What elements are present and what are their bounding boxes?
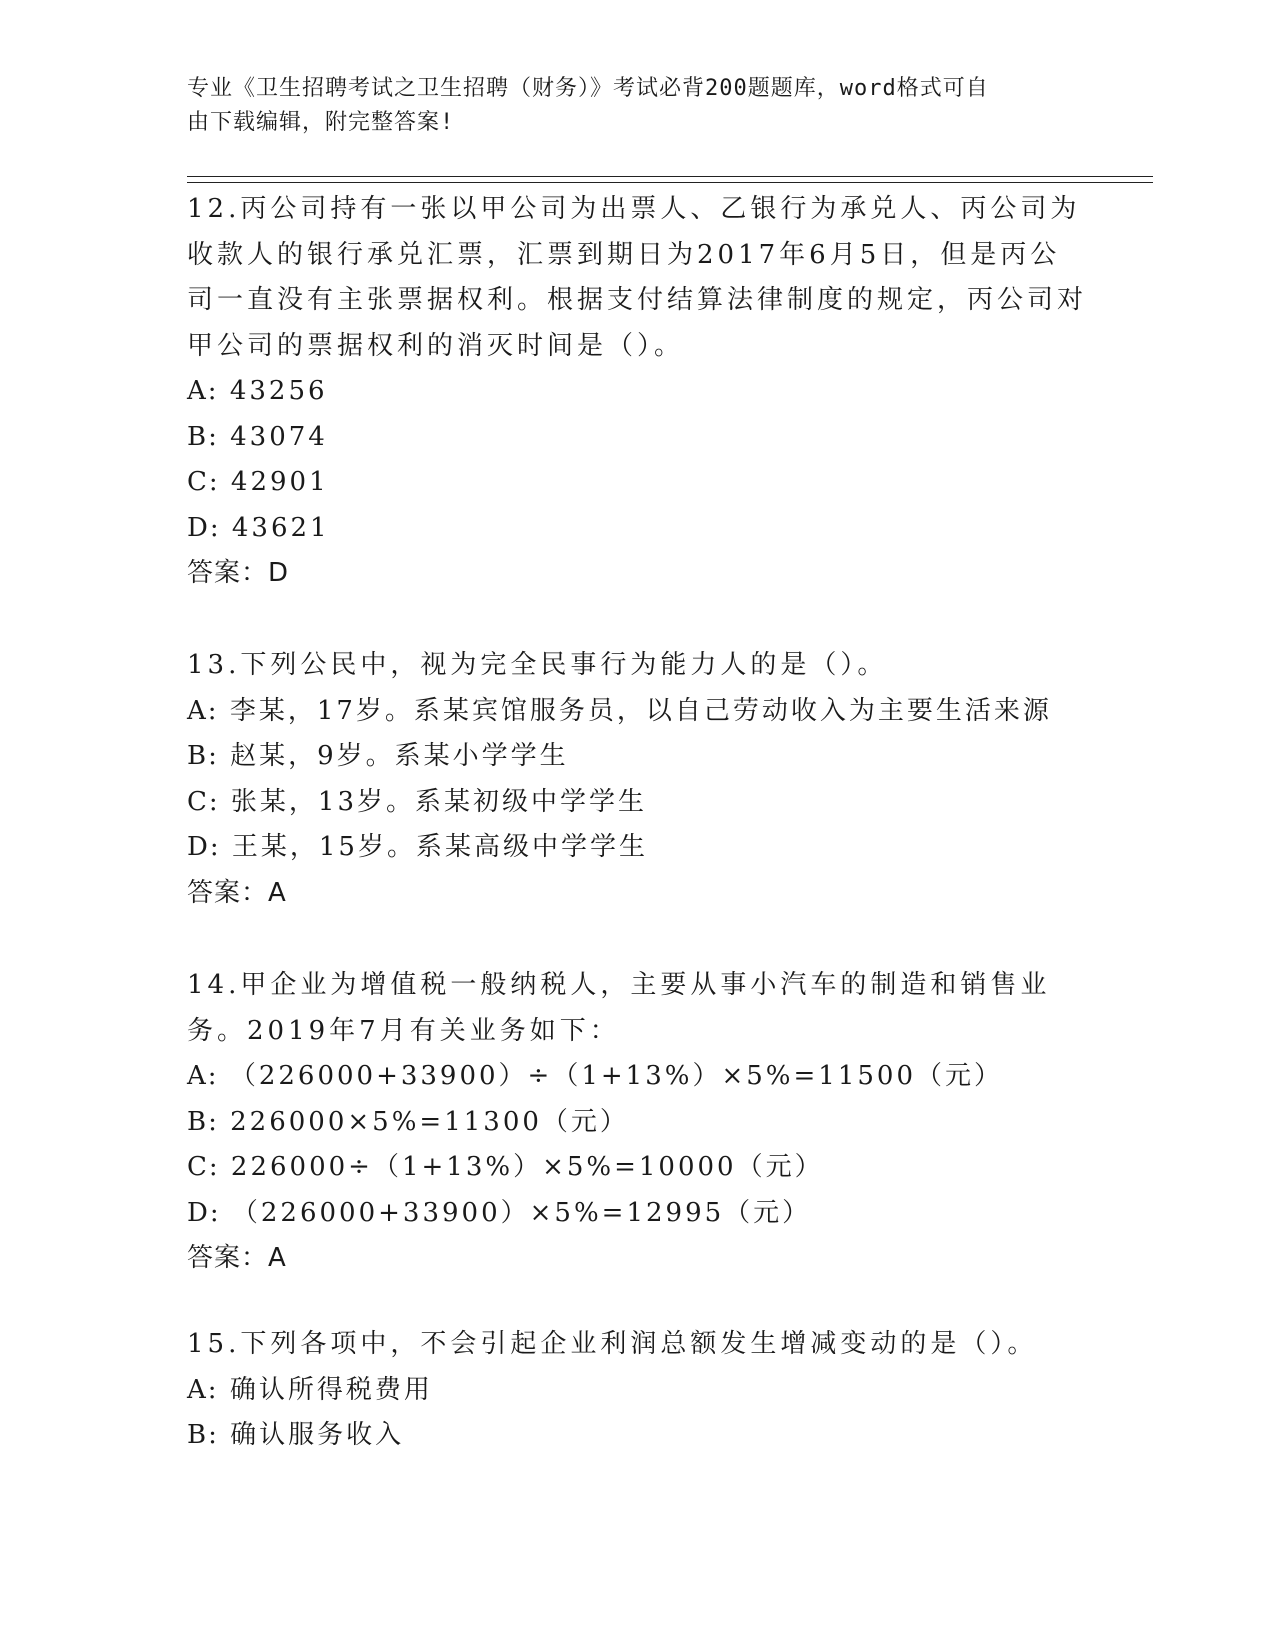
question-stem: 13.下列公民中，视为完全民事行为能力人的是（）。	[187, 650, 888, 680]
option-key: A:	[187, 695, 219, 726]
question-15	[187, 1322, 1087, 1459]
option-text: 张某，13岁。系某初级中学学生	[230, 786, 648, 817]
option-text: 43074	[230, 421, 328, 452]
option-text: 42901	[230, 467, 329, 497]
header-rule-bottom	[187, 182, 1153, 183]
question-14	[187, 963, 1087, 1282]
option-text: 确认服务收入	[230, 1420, 405, 1450]
option-a	[187, 1368, 1087, 1414]
option-b	[187, 415, 1087, 461]
option-text: 赵某，9岁。系某小学学生	[230, 741, 569, 771]
option-b	[187, 1100, 1087, 1146]
option-key: C:	[187, 467, 220, 497]
option-key: B:	[187, 741, 219, 771]
option-a	[187, 1054, 1087, 1100]
option-c	[187, 460, 1087, 506]
option-text: （226000+33900）×5%=12995（元）	[231, 1197, 812, 1228]
question-stem: 12.丙公司持有一张以甲公司为出票人、乙银行为承兑人、丙公司为收款人的银行承兑汇票，汇票到期日为2017年6月5日，但是丙公司一直没有主张票据权利。根据支付结算法律制度的规定，丙公司对甲公司的票据权利的消灭时间是（）。	[187, 194, 1088, 361]
option-text: 226000÷（1+13%）×5%=10000（元）	[230, 1152, 824, 1182]
option-text: 43621	[231, 512, 330, 543]
header-line-1: 专业《卫生招聘考试之卫生招聘（财务）》考试必背200题题库，word格式可自	[187, 76, 989, 101]
option-text: （226000+33900）÷（1+13%）×5%=11500（元）	[229, 1061, 1003, 1091]
option-b	[187, 1413, 1087, 1459]
option-c	[187, 780, 1087, 826]
question-13	[187, 643, 1087, 916]
option-text: 226000×5%=11300（元）	[230, 1106, 629, 1137]
question-stem: 15.下列各项中，不会引起企业利润总额发生增减变动的是（）。	[187, 1329, 1038, 1359]
option-text: 王某，15岁。系某高级中学学生	[231, 832, 648, 862]
option-a	[187, 369, 1087, 415]
option-key: A:	[187, 1374, 219, 1405]
option-key: D:	[187, 832, 221, 862]
option-a	[187, 689, 1087, 735]
answer-line: 答案：D	[187, 558, 290, 588]
option-key: D:	[187, 512, 221, 543]
answer-line: 答案：A	[187, 1243, 287, 1273]
header-line-2: 由下载编辑，附完整答案!	[187, 110, 455, 135]
option-text: 43256	[229, 376, 328, 406]
question-stem: 14.甲企业为增值税一般纳税人，主要从事小汽车的制造和销售业务。2019年7月有关业务如下：	[187, 970, 1051, 1046]
option-d	[187, 825, 1087, 871]
option-key: A:	[187, 376, 219, 406]
option-key: B:	[187, 1420, 219, 1450]
option-c	[187, 1145, 1087, 1191]
option-key: C:	[187, 1152, 220, 1182]
option-text: 确认所得税费用	[229, 1374, 433, 1405]
question-12	[187, 187, 1087, 597]
option-b	[187, 734, 1087, 780]
option-key: B:	[187, 1106, 219, 1137]
option-key: A:	[187, 1061, 219, 1091]
option-key: C:	[187, 786, 220, 817]
option-d	[187, 1191, 1087, 1237]
option-key: B:	[187, 421, 219, 452]
option-text: 李某，17岁。系某宾馆服务员，以自己劳动收入为主要生活来源	[229, 695, 1052, 726]
option-d	[187, 506, 1087, 552]
answer-line: 答案：A	[187, 877, 287, 908]
header-rule-top	[187, 176, 1153, 177]
document-header	[187, 72, 1067, 140]
option-key: D:	[187, 1197, 221, 1228]
